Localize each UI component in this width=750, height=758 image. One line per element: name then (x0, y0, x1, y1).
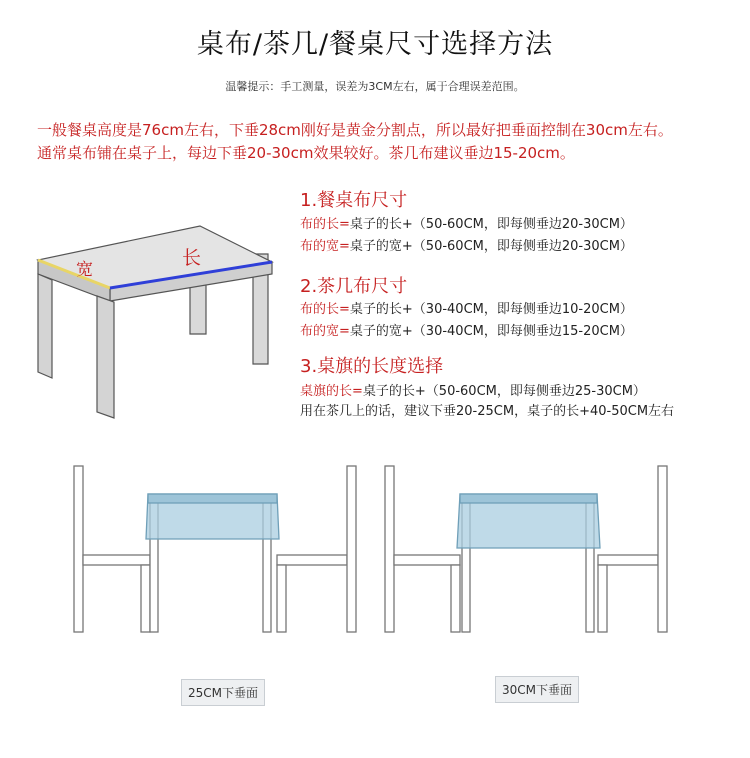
section-2-line-2-label: 布的宽= (300, 324, 350, 339)
section-3-line-1-text: 桌子的长+（50-60CM，即每侧垂边25-30CM） (362, 384, 646, 399)
table-leg-front-middle (97, 296, 114, 418)
section-2-line-1 (300, 298, 633, 317)
chair-leg-right-b (598, 565, 607, 632)
section-3-line-2 (300, 400, 674, 419)
chair-seat-left (83, 555, 150, 565)
section-3-line-2-text: 用在茶几上的话，建议下垂20-25CM，桌子的长+40-50CM左右 (300, 404, 675, 419)
section-3-heading: 3.桌旗的长度选择 (300, 356, 444, 377)
chair-seat-right (277, 555, 347, 565)
scene-25cm (74, 466, 356, 632)
section-1-line-1-text: 桌子的长+（50-60CM，即每侧垂边20-30CM） (349, 217, 633, 232)
section-3-line-1 (300, 380, 646, 399)
chair-leg-right (277, 565, 286, 632)
section-1-line-2-label: 布的宽= (300, 239, 350, 254)
length-label: 长 (182, 247, 202, 269)
width-label: 宽 (76, 260, 93, 280)
section-1-line-2 (300, 235, 633, 254)
page-title: 桌布/茶几/餐桌尺寸选择方法 (196, 29, 554, 60)
chair-leg-left-b (451, 565, 460, 632)
chair-seat-left-b (394, 555, 460, 565)
section-1-heading: 1.餐桌布尺寸 (300, 190, 408, 211)
section-1-line-1 (300, 213, 633, 232)
tablecloth-top-30cm (460, 494, 597, 503)
chair-seat-right-b (598, 555, 658, 565)
table-illustration (38, 226, 272, 418)
intro-line-1: 一般餐桌高度是76cm左右，下垂28cm刚好是黄金分割点，所以最好把垂面控制在30cm左右。 (37, 121, 673, 139)
section-1-line-1-label: 布的长= (300, 217, 350, 232)
scene-30cm (385, 466, 667, 632)
section-2-line-1-label: 布的长= (300, 302, 350, 317)
section-2-line-1-text: 桌子的长+（30-40CM，即每侧垂边10-20CM） (349, 302, 633, 317)
tablecloth-top-25cm (148, 494, 277, 503)
chair-back-left (74, 466, 83, 632)
intro-line-2: 通常桌布铺在桌子上，每边下垂20-30cm效果较好。茶几布建议垂边15-20cm。 (37, 144, 575, 162)
section-2-heading: 2.茶几布尺寸 (300, 276, 408, 297)
section-3-line-1-label: 桌旗的长= (300, 384, 363, 399)
section-1-line-2-text: 桌子的宽+（50-60CM，即每侧垂边20-30CM） (349, 239, 633, 254)
measurement-tip: 温馨提示：手工测量，误差为3CM左右，属于合理误差范围。 (225, 80, 525, 93)
chair-back-left-b (385, 466, 394, 632)
section-2-line-2-text: 桌子的宽+（30-40CM，即每侧垂边15-20CM） (349, 324, 633, 339)
chair-back-right-b (658, 466, 667, 632)
table-leg-front-left (38, 274, 52, 378)
chair-back-right (347, 466, 356, 632)
chair-leg-left (141, 565, 150, 632)
caption-25cm: 25CM下垂面 (181, 679, 265, 706)
caption-30cm: 30CM下垂面 (495, 676, 579, 703)
section-2-line-2 (300, 320, 633, 339)
